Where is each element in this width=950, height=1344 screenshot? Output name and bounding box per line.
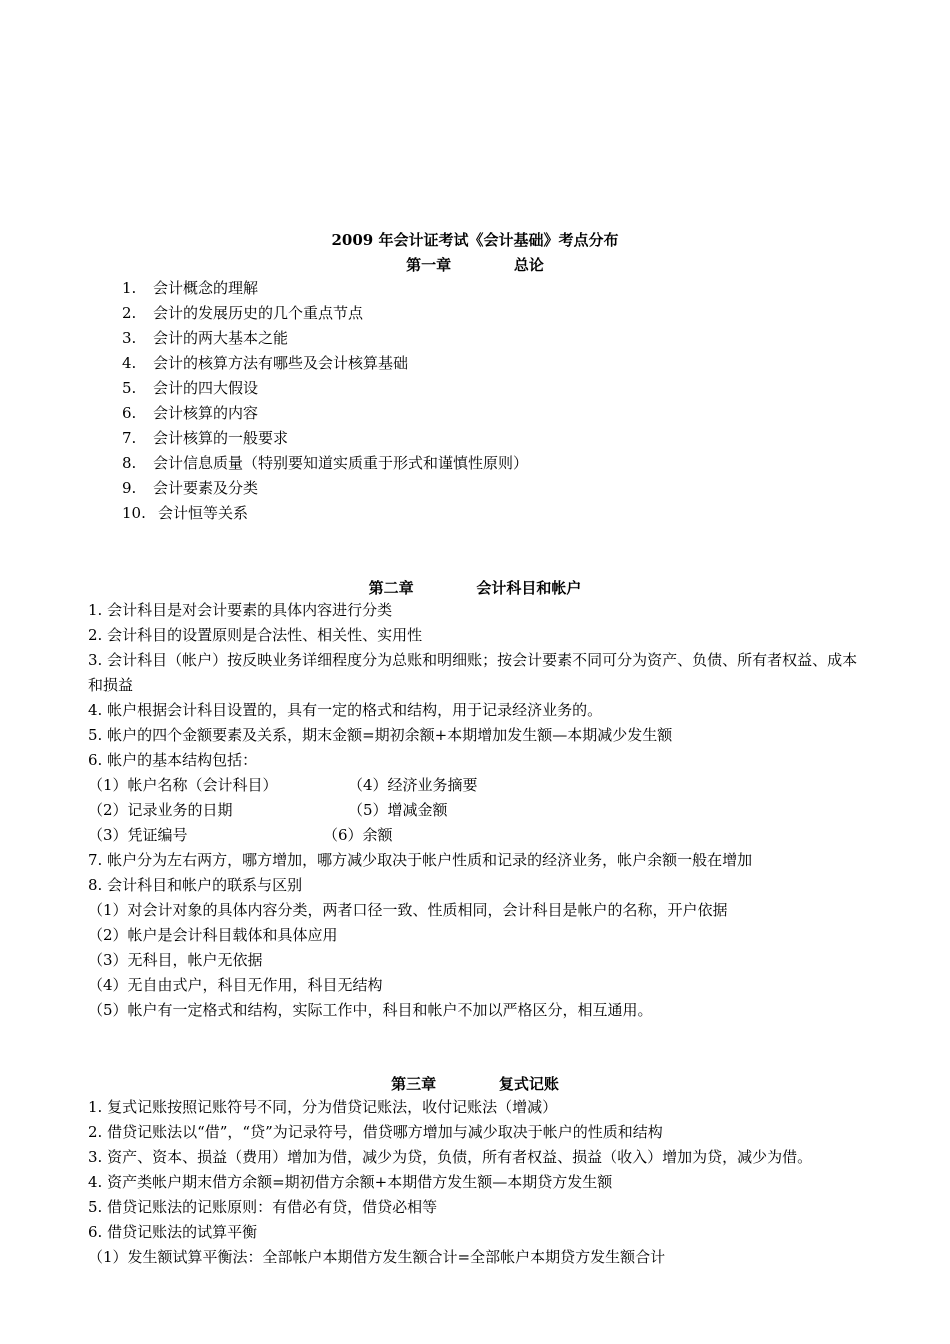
structure-item: （5）增减金额 xyxy=(348,801,448,819)
paragraph: （4）无自由式户，科目无作用，科目无结构 xyxy=(88,976,383,994)
paragraph: （1）发生额试算平衡法：全部帐户本期借方发生额合计=全部帐户本期贷方发生额合计 xyxy=(88,1248,666,1266)
paragraph: 1. 复式记账按照记账符号不同，分为借贷记账法，收付记账法（增减） xyxy=(88,1098,558,1116)
chapter-2-body xyxy=(88,598,868,1023)
paragraph: 6. 借贷记账法的试算平衡 xyxy=(88,1223,258,1241)
list-item: 5. 会计的四大假设 xyxy=(122,379,259,397)
list-item: 1. 会计概念的理解 xyxy=(122,279,259,297)
structure-item: （3）凭证编号 xyxy=(88,826,188,844)
paragraph: 6. 帐户的基本结构包括： xyxy=(88,751,258,769)
paragraph: （5）帐户有一定格式和结构，实际工作中，科目和帐户不加以严格区分，相互通用。 xyxy=(88,1001,653,1019)
structure-item: （4）经济业务摘要 xyxy=(348,776,478,794)
structure-item: （1）帐户名称（会计科目） xyxy=(88,776,278,794)
chapter-3-heading: 第三章 复式记账 xyxy=(391,1075,559,1093)
structure-row xyxy=(88,798,868,823)
list-item: 2. 会计的发展历史的几个重点节点 xyxy=(122,304,364,322)
paragraph: 7. 帐户分为左右两方，哪方增加，哪方减少取决于帐户性质和记录的经济业务，帐户余额一般在增加 xyxy=(88,851,753,869)
chapter-2-heading: 第二章 会计科目和帐户 xyxy=(368,579,582,597)
paragraph: 1. 会计科目是对会计要素的具体内容进行分类 xyxy=(88,601,393,619)
structure-item: （6）余额 xyxy=(323,826,393,844)
list-item: 9. 会计要素及分类 xyxy=(122,479,259,497)
list-item: 3. 会计的两大基本之能 xyxy=(122,329,289,347)
chapter-1-heading: 第一章 总论 xyxy=(406,256,544,274)
list-item: 6. 会计核算的内容 xyxy=(122,404,259,422)
list-item: 8. 会计信息质量（特别要知道实质重于形式和谨慎性原则） xyxy=(122,454,529,472)
paragraph: 5. 帐户的四个金额要素及关系，期末金额=期初余额+本期增加发生额—本期减少发生额 xyxy=(88,726,673,744)
paragraph: 3. 会计科目（帐户）按反映业务详细程度分为总账和明细账；按会计要素不同可分为资产、负债、所有者权益、成本和损益 xyxy=(88,651,858,694)
structure-row xyxy=(88,773,868,798)
list-item: 4. 会计的核算方法有哪些及会计核算基础 xyxy=(122,354,409,372)
list-item: 7. 会计核算的一般要求 xyxy=(122,429,289,447)
structure-row xyxy=(88,823,868,848)
paragraph: （3）无科目，帐户无依据 xyxy=(88,951,263,969)
paragraph: 8. 会计科目和帐户的联系与区别 xyxy=(88,876,303,894)
paragraph: 2. 会计科目的设置原则是合法性、相关性、实用性 xyxy=(88,626,423,644)
chapter-1-list xyxy=(122,278,528,528)
paragraph: 5. 借贷记账法的记账原则：有借必有贷，借贷必相等 xyxy=(88,1198,438,1216)
chapter-3-body xyxy=(88,1095,868,1270)
paragraph: （2）帐户是会计科目载体和具体应用 xyxy=(88,926,338,944)
structure-item: （2）记录业务的日期 xyxy=(88,801,233,819)
document-title: 2009 年会计证考试《会计基础》考点分布 xyxy=(331,231,619,249)
paragraph: 2. 借贷记账法以“借”，“贷”为记录符号，借贷哪方增加与减少取决于帐户的性质和结构 xyxy=(88,1123,663,1141)
paragraph: 4. 资产类帐户期末借方余额=期初借方余额+本期借方发生额—本期贷方发生额 xyxy=(88,1173,613,1191)
list-item: 10. 会计恒等关系 xyxy=(122,504,249,522)
paragraph: 4. 帐户根据会计科目设置的，具有一定的格式和结构，用于记录经济业务的。 xyxy=(88,701,603,719)
paragraph: （1）对会计对象的具体内容分类，两者口径一致、性质相同，会计科目是帐户的名称，开户依据 xyxy=(88,901,728,919)
paragraph: 3. 资产、资本、损益（费用）增加为借，减少为贷，负债，所有者权益、损益（收入）增加为贷，减少为借。 xyxy=(88,1148,813,1166)
